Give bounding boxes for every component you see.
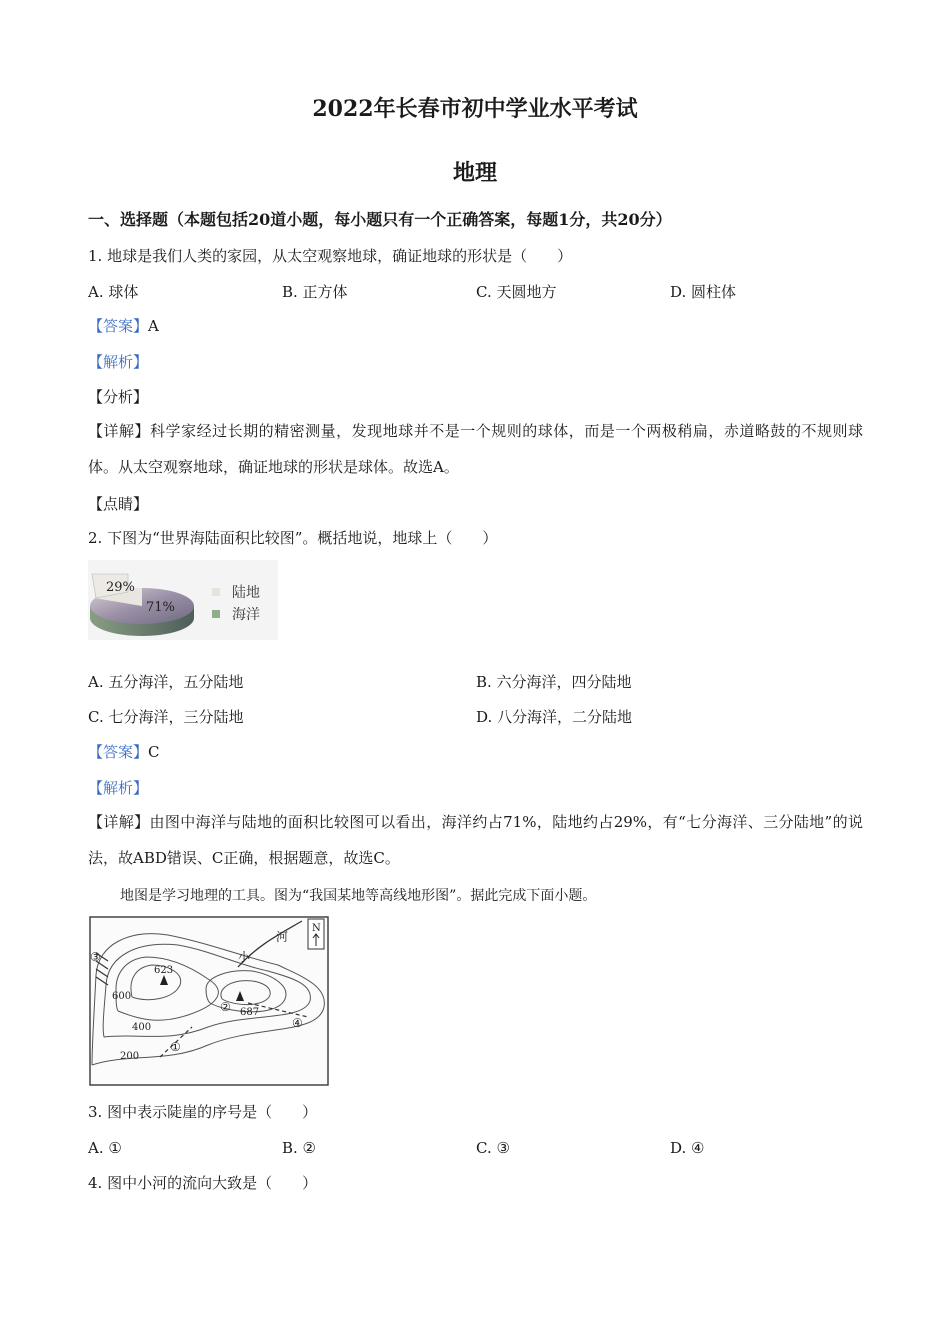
- ocean-percent-label: 71%: [146, 600, 175, 615]
- question-1-stem: 1. 地球是我们人类的家园，从太空观察地球，确证地球的形状是（ ）: [88, 247, 573, 265]
- q1-option-b: B. 正方体: [282, 283, 348, 301]
- q1-detail: [88, 413, 863, 485]
- q3-option-b: B. ②: [282, 1139, 317, 1157]
- q1-answer-line: [88, 316, 159, 336]
- q2-detail-tag: 【详解】: [88, 813, 150, 831]
- marker-2: ②: [220, 1000, 231, 1014]
- land-percent-label: 29%: [106, 580, 135, 595]
- contour-map: [88, 915, 330, 1087]
- q3-option-d: D. ④: [670, 1139, 705, 1157]
- q1-option-a: A. 球体: [88, 283, 139, 301]
- marker-4: ④: [292, 1016, 303, 1030]
- question-2-stem: 2. 下图为“世界海陆面积比较图”。概括地说，地球上（ ）: [88, 529, 498, 547]
- q2-analysis-tag: 【解析】: [88, 779, 149, 797]
- q1-answer-tag: 【答案】: [88, 317, 149, 335]
- q2-answer-value: C: [148, 743, 160, 761]
- q2-option-d: D. 八分海洋，二分陆地: [476, 708, 633, 726]
- legend-land-label: 陆地: [232, 585, 260, 601]
- legend-land-swatch: [212, 588, 220, 596]
- q2-detail: [88, 804, 863, 876]
- marker-1: ①: [170, 1040, 181, 1054]
- q3-option-c: C. ③: [476, 1139, 510, 1157]
- peak1-elevation: 623: [154, 965, 174, 976]
- contour-label-600: 600: [112, 991, 132, 1002]
- q2-option-b: B. 六分海洋，四分陆地: [476, 673, 632, 691]
- subject-title: 地理: [452, 160, 497, 186]
- legend-ocean-swatch: [212, 610, 220, 618]
- q1-option-c: C. 天圆地方: [476, 283, 557, 301]
- peak2-elevation: 687: [240, 1007, 260, 1018]
- q1-answer-value: A: [148, 317, 159, 335]
- q2-option-a: A. 五分海洋，五分陆地: [88, 673, 244, 691]
- q1-option-d: D. 圆柱体: [670, 283, 737, 301]
- legend-ocean-label: 海洋: [232, 607, 260, 623]
- q2-answer-line: [88, 742, 160, 762]
- marker-3: ③: [90, 950, 101, 964]
- section-heading: 一、选择题（本题包括20道小题，每小题只有一个正确答案，每题1分，共20分）: [88, 210, 672, 229]
- question-4-stem: 4. 图中小河的流向大致是（ ）: [88, 1174, 318, 1192]
- q2-detail-text: 由图中海洋与陆地的面积比较图可以看出，海洋约占71%，陆地约占29%，有“七分海洋、三分陆地”的说法，故ABD错误、C正确，根据题意，故选C。: [88, 813, 863, 867]
- page-title: 2022年长春市初中学业水平考试: [312, 96, 638, 122]
- river-char-xiao: 小: [238, 950, 251, 964]
- q1-fenxi-tag: 【分析】: [88, 388, 149, 406]
- map-intro: 地图是学习地理的工具。图为“我国某地等高线地形图”。据此完成下面小题。: [120, 888, 597, 904]
- river-char-he: 河: [276, 930, 289, 944]
- q3-option-a: A. ①: [88, 1139, 122, 1157]
- q2-option-c: C. 七分海洋，三分陆地: [88, 708, 244, 726]
- q1-detail-tag: 【详解】: [88, 422, 151, 440]
- question-3-stem: 3. 图中表示陡崖的序号是（ ）: [88, 1103, 318, 1121]
- contour-label-400: 400: [132, 1022, 152, 1033]
- north-label: N: [312, 923, 321, 934]
- q2-answer-tag: 【答案】: [88, 743, 149, 761]
- q1-detail-text: 科学家经过长期的精密测量，发现地球并不是一个规则的球体，而是一个两极稍扁，赤道略鼓的不规则球体。从太空观察地球，确证地球的形状是球体。故选A。: [88, 422, 863, 476]
- contour-label-200: 200: [120, 1051, 140, 1062]
- q1-dianjing-tag: 【点睛】: [88, 495, 149, 513]
- sea-land-pie-figure: [88, 560, 278, 640]
- q1-analysis-tag: 【解析】: [88, 353, 149, 371]
